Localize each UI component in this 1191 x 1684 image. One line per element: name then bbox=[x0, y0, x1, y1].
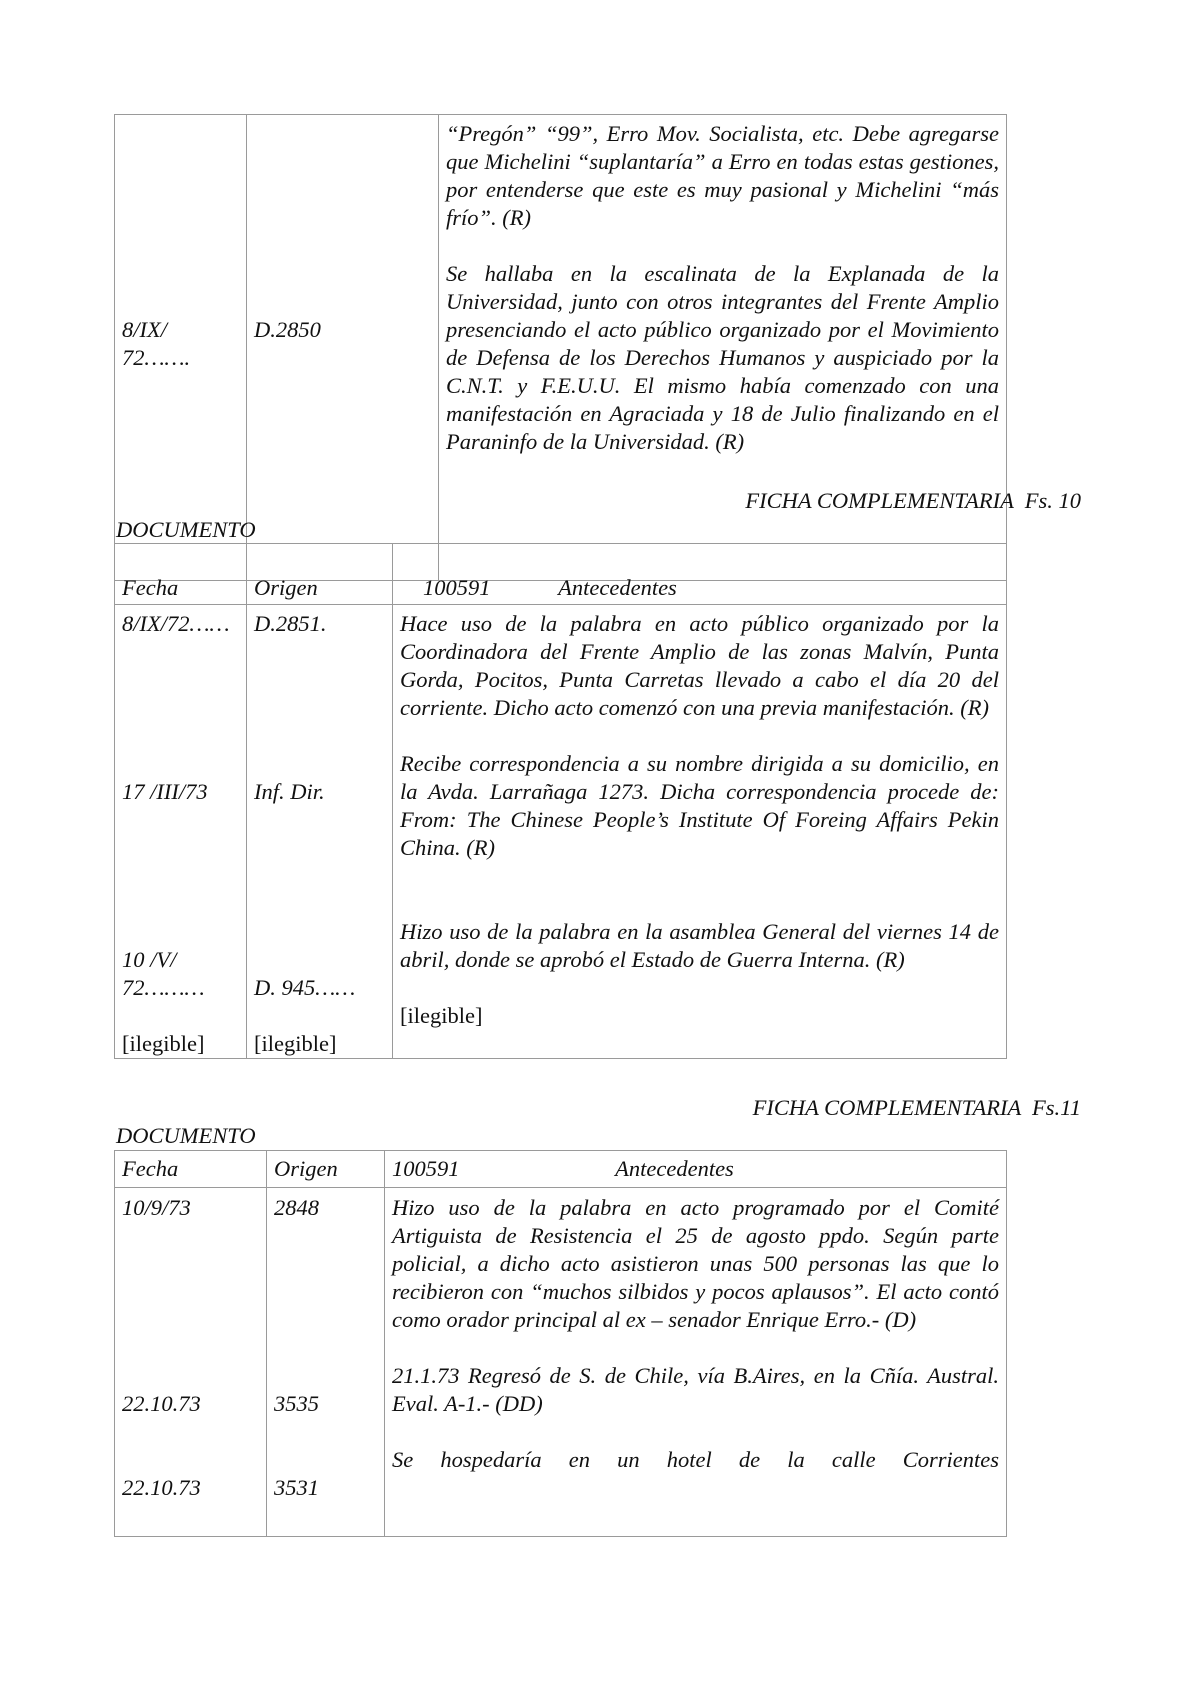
antecedentes-text: Hizo uso de la palabra en acto programado por el Comité Artiguista de Resistencia el 25 de agosto ppdo. Según parte policial, a dicho acto asistieron unas 500 personas las que lo recibieron con “muchos silbidos y pocos aplausos”. El acto contó como orador principal al ex – senador Enrique Erro.- (D) bbox=[392, 1195, 999, 1332]
header-origen: Origen bbox=[247, 544, 393, 605]
antecedentes-text: [ilegible] bbox=[400, 1003, 483, 1028]
header-origen: Origen bbox=[267, 1151, 385, 1188]
header-fecha: Fecha bbox=[115, 544, 247, 605]
header-antecedentes bbox=[385, 1151, 1007, 1188]
antecedentes-text: Se hallaba en la escalinata de la Explanada de la Universidad, junto con otros integrantes del Frente Amplio presenciando el acto público organizado por el Movimiento de Defensa de los Derechos Humanos y auspiciado por la C.N.T. y F.E.U.U. El mismo había comenzado con una manifestación en Agraciada y 18 de Julio finalizando en el Paraninfo de la Universidad. (R) bbox=[446, 261, 999, 454]
fecha-value: 8/IX/ 72……. bbox=[122, 317, 191, 370]
origen-value: 3535 bbox=[274, 1391, 319, 1416]
documento-label: DOCUMENTO bbox=[116, 1123, 256, 1148]
fecha-cell bbox=[115, 115, 247, 581]
table-row bbox=[115, 605, 1007, 1059]
header-antecedentes-label: Antecedentes bbox=[558, 575, 677, 600]
documento-label: DOCUMENTO bbox=[116, 517, 256, 542]
fecha-value: 8/IX/72…… bbox=[122, 611, 230, 636]
origen-value: 2848 bbox=[274, 1195, 319, 1220]
table-fs11 bbox=[114, 1150, 1007, 1537]
antecedentes-cell bbox=[393, 605, 1007, 1059]
fecha-value: 17 /III/73 bbox=[122, 779, 208, 804]
fecha-cell bbox=[115, 605, 247, 1059]
header-number: 100591 bbox=[423, 575, 491, 600]
origen-value: D.2851. bbox=[254, 611, 327, 636]
fecha-value: 10 /V/ 72……… bbox=[122, 947, 205, 1000]
fecha-value: 22.10.73 bbox=[122, 1391, 201, 1416]
table-header-row bbox=[115, 1151, 1007, 1188]
antecedentes-text: Se hospedaría en un hotel de la calle Corrientes bbox=[392, 1447, 999, 1472]
origen-value: D. 945…… bbox=[254, 975, 356, 1000]
header-antecedentes bbox=[393, 544, 1007, 605]
antecedentes-text: 21.1.73 Regresó de S. de Chile, vía B.Aires, en la Cñía. Austral. Eval. A-1.- (DD) bbox=[392, 1363, 999, 1416]
fecha-value: 10/9/73 bbox=[122, 1195, 191, 1220]
header-fecha: Fecha bbox=[115, 1151, 267, 1188]
ficha-heading: FICHA COMPLEMENTARIA Fs. 10 bbox=[745, 488, 1081, 513]
table-fs10 bbox=[114, 543, 1007, 1059]
header-antecedentes-label: Antecedentes bbox=[615, 1156, 734, 1181]
table-header-row bbox=[115, 544, 1007, 605]
fecha-value: 22.10.73 bbox=[122, 1475, 201, 1500]
origen-cell bbox=[247, 115, 439, 581]
origen-value: Inf. Dir. bbox=[254, 779, 325, 804]
antecedentes-text: “Pregón” “99”, Erro Mov. Socialista, etc. Debe agregarse que Michelini “suplantaría” a Erro en todas estas gestiones, por entenderse que este es muy pasional y Michelini “más frío”. (R) bbox=[446, 121, 999, 230]
header-number: 100591 bbox=[392, 1156, 460, 1181]
origen-cell bbox=[267, 1188, 385, 1537]
origen-cell bbox=[247, 605, 393, 1059]
origen-value: D.2850 bbox=[254, 317, 321, 342]
antecedentes-text: Recibe correspondencia a su nombre dirigida a su domicilio, en la Avda. Larrañaga 1273. Dicha correspondencia procede de: From: The Chinese People’s Institute Of Foreing Affairs Pekin China. (R) bbox=[400, 751, 999, 860]
antecedentes-text: Hizo uso de la palabra en la asamblea General del viernes 14 de abril, donde se aprobó el Estado de Guerra Interna. (R) bbox=[400, 919, 999, 972]
antecedentes-text: Hace uso de la palabra en acto público organizado por la Coordinadora del Frente Amplio de las zonas Malvín, Punta Gorda, Pocitos, Punta Carretas llevado a cabo el día 20 del corriente. Dicho acto comenzó con una previa manifestación. (R) bbox=[400, 611, 999, 720]
fecha-value: [ilegible] bbox=[122, 1031, 205, 1056]
antecedentes-cell bbox=[385, 1188, 1007, 1537]
origen-value: 3531 bbox=[274, 1475, 319, 1500]
table-row bbox=[115, 1188, 1007, 1537]
origen-value: [ilegible] bbox=[254, 1031, 337, 1056]
ficha-heading: FICHA COMPLEMENTARIA Fs.11 bbox=[752, 1095, 1081, 1120]
fecha-cell bbox=[115, 1188, 267, 1537]
